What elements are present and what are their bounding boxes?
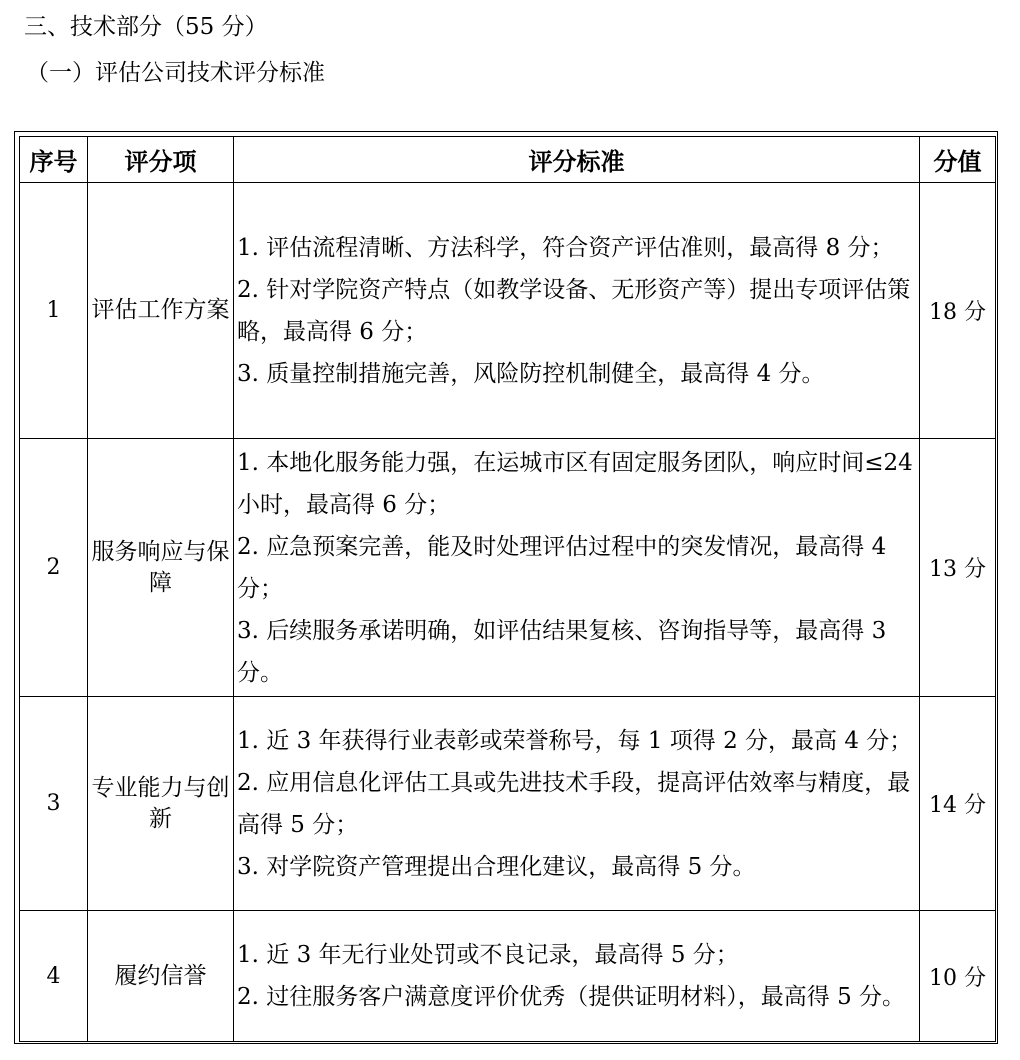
table-row [20, 183, 996, 439]
row-score: 13 分 [920, 439, 996, 697]
row-criteria [234, 439, 920, 697]
row-item: 专业能力与创新 [88, 697, 234, 911]
scoring-table [19, 136, 996, 1042]
row-criteria [234, 183, 920, 439]
header-item: 评分项 [88, 137, 234, 183]
row-seq: 3 [20, 697, 88, 911]
row-score: 18 分 [920, 183, 996, 439]
criteria-line: 1. 近 3 年无行业处罚或不良记录，最高得 5 分； [237, 942, 739, 968]
row-seq: 4 [20, 911, 88, 1042]
criteria-line: 3. 对学院资产管理提出合理化建议，最高得 5 分。 [237, 853, 756, 880]
subsection-title: （一）评估公司技术评分标准 [26, 60, 325, 86]
criteria-line: 2. 应用信息化评估工具或先进技术手段，提高评估效率与精度，最高得 5 分； [237, 769, 911, 838]
table-row [20, 697, 996, 911]
row-seq: 1 [20, 183, 88, 439]
criteria-line: 1. 近 3 年获得行业表彰或荣誉称号，每 1 项得 2 分，最高 4 分； [237, 727, 913, 754]
table-header-row [20, 137, 996, 183]
row-score: 10 分 [920, 911, 996, 1042]
criteria-line: 1. 本地化服务能力强，在运城市区有固定服务团队，响应时间≤24 小时，最高得 6 分； [237, 449, 913, 518]
criteria-line: 2. 过往服务客户满意度评价优秀（提供证明材料），最高得 5 分。 [237, 984, 906, 1010]
header-score: 分值 [920, 137, 996, 183]
row-seq: 2 [20, 439, 88, 697]
criteria-line: 2. 应急预案完善，能及时处理评估过程中的突发情况，最高得 4 分； [237, 533, 887, 602]
criteria-line: 3. 质量控制措施完善，风险防控机制健全，最高得 4 分。 [237, 360, 825, 387]
row-item: 服务响应与保障 [88, 439, 234, 697]
row-criteria [234, 697, 920, 911]
header-criteria: 评分标准 [234, 137, 920, 183]
row-item: 履约信誉 [88, 911, 234, 1042]
header-seq: 序号 [20, 137, 88, 183]
table-row [20, 439, 996, 697]
section-title: 三、技术部分（55 分） [24, 14, 268, 40]
table-row [20, 911, 996, 1042]
row-item: 评估工作方案 [88, 183, 234, 439]
row-score: 14 分 [920, 697, 996, 911]
criteria-line: 1. 评估流程清晰、方法科学，符合资产评估准则，最高得 8 分； [237, 234, 894, 261]
criteria-line: 2. 针对学院资产特点（如教学设备、无形资产等）提出专项评估策略，最高得 6 分； [237, 276, 911, 345]
scoring-table-frame [14, 131, 998, 1044]
row-criteria [234, 911, 920, 1042]
criteria-line: 3. 后续服务承诺明确，如评估结果复核、咨询指导等，最高得 3 分。 [237, 617, 887, 686]
